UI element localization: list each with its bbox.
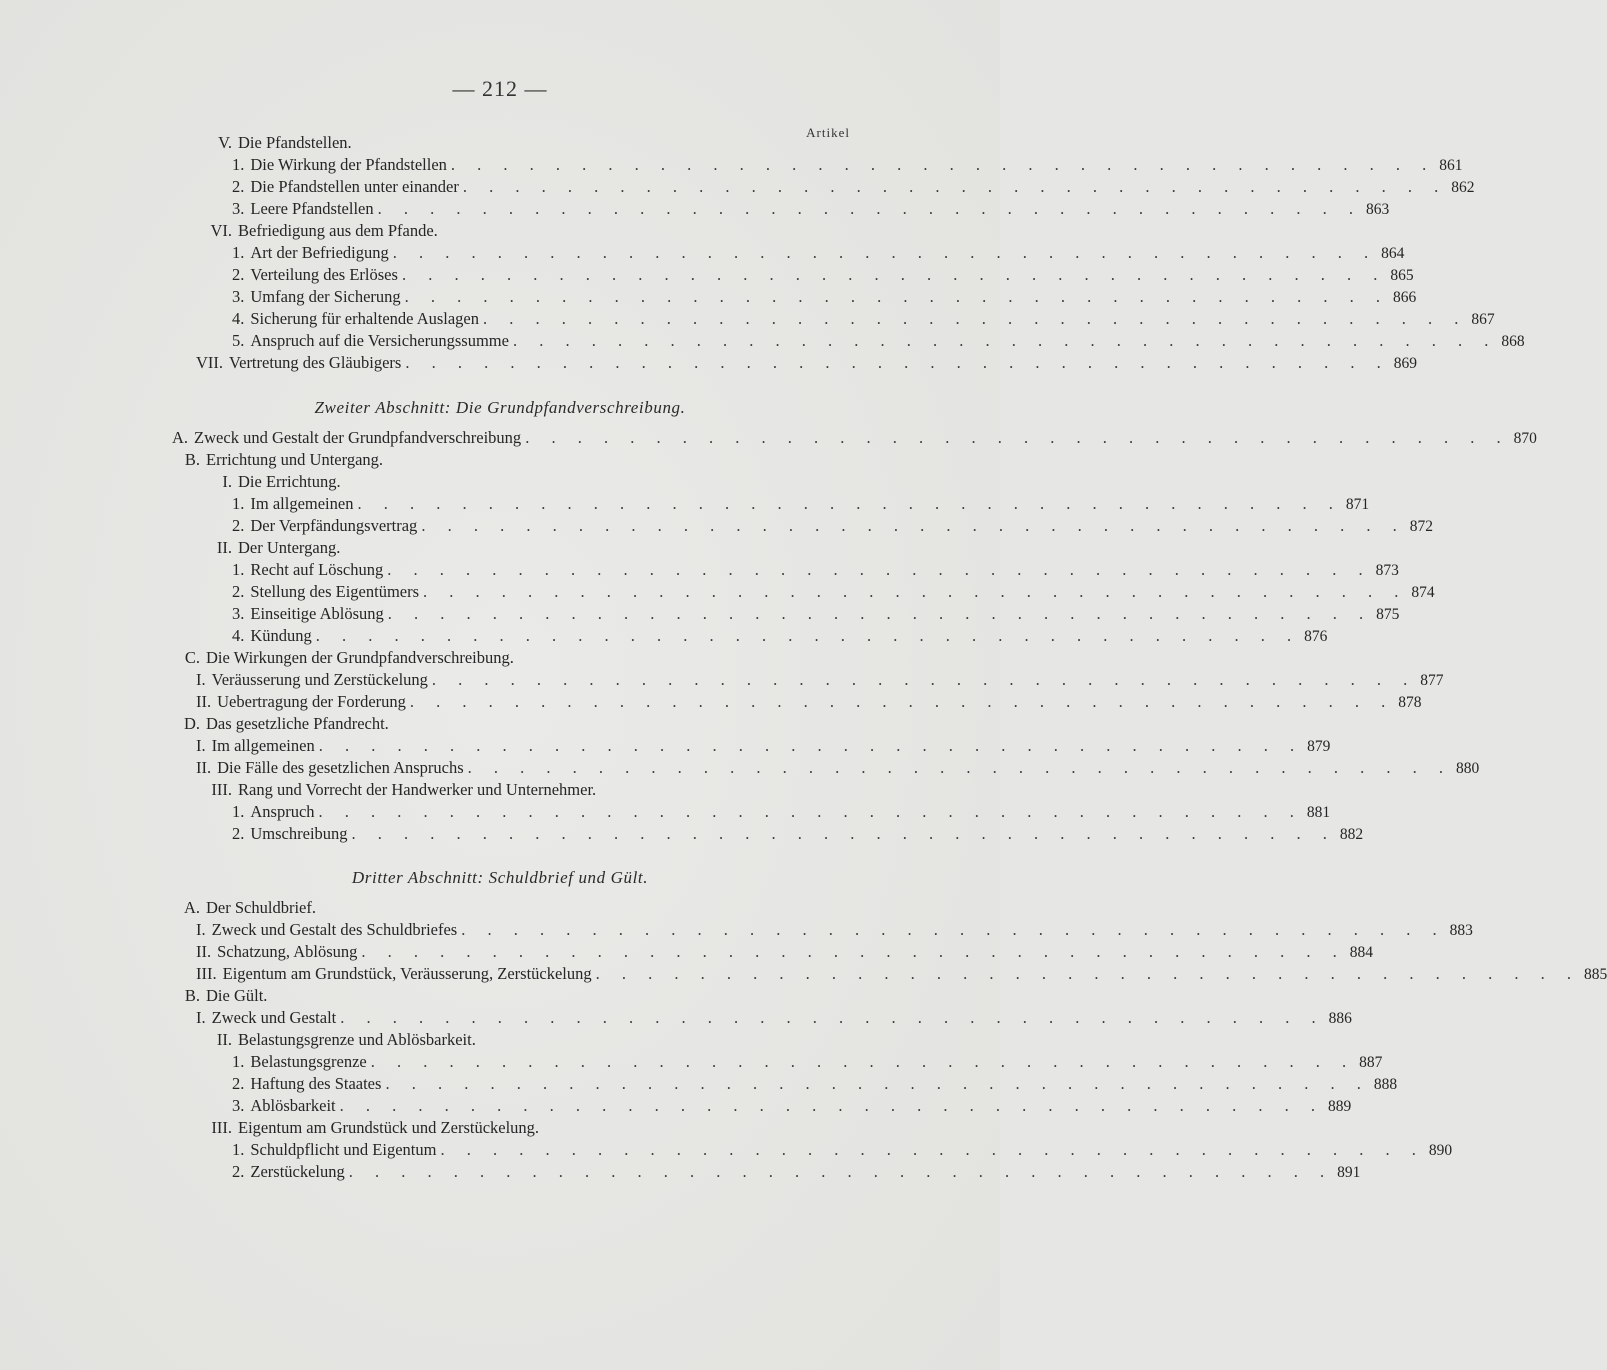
entry-number: B.	[184, 986, 200, 1005]
toc-entry	[196, 920, 1473, 942]
leader-dots: . . . . . . . . . . . . . . . . . . . . . . . . . . . . . . . . . . . . . .	[483, 309, 1468, 328]
entry-number: I.	[196, 736, 206, 755]
entry-title: Kündung	[250, 626, 312, 645]
entry-title: Leere Pfandstellen	[250, 199, 374, 218]
article-number: 881	[1306, 804, 1331, 821]
leader-dots: . . . . . . . . . . . . . . . . . . . . . . . . . . . . . . . . . . . . . .	[351, 824, 1336, 843]
article-number: 861	[1439, 157, 1463, 174]
entry-title: Im allgemeinen	[250, 494, 354, 513]
entry-title: Belastungsgrenze und Ablösbarkeit.	[238, 1030, 476, 1049]
entry-number: II.	[196, 692, 212, 711]
entry-title: Stellung des Eigentümers	[250, 582, 420, 601]
entry-title: Umfang der Sicherung	[250, 287, 401, 306]
toc-entry	[196, 758, 1480, 780]
toc-entry	[232, 582, 1435, 604]
leader-dots: . . . . . . . . . . . . . . . . . . . . . . . . . . . . . . . . . . . . . .	[357, 494, 1342, 513]
entry-title: Die Errichtung.	[238, 472, 341, 491]
article-number: 878	[1398, 694, 1422, 711]
entry-title: Die Wirkungen der Grundpfandverschreibung.	[206, 648, 514, 667]
entry-number: 1.	[232, 155, 245, 174]
article-number: 886	[1328, 1010, 1352, 1027]
entry-number: I.	[222, 472, 232, 491]
entry-title: Der Verpfändungsvertrag	[250, 516, 418, 535]
article-number: 870	[1513, 430, 1537, 447]
column-header-artikel: Artikel	[806, 125, 850, 140]
article-number: 869	[1393, 355, 1417, 372]
toc-entry	[196, 942, 1373, 964]
leader-dots: . . . . . . . . . . . . . . . . . . . . . . . . . . . . . . . . . . . . . .	[525, 428, 1510, 447]
toc-entry	[232, 1096, 1352, 1118]
entry-number: II.	[196, 942, 212, 961]
entry-number: 1.	[232, 1052, 245, 1071]
entry-title: Befriedigung aus dem Pfande.	[238, 221, 438, 240]
toc-entry	[196, 1118, 840, 1140]
toc-entry	[232, 516, 1433, 538]
leader-dots: . . . . . . . . . . . . . . . . . . . . . . . . . . . . . . . . . . . . . .	[462, 177, 1448, 196]
entry-number: III.	[211, 1118, 232, 1137]
entry-number: C.	[184, 648, 200, 667]
leader-dots: . . . . . . . . . . . . . . . . . . . . . . . . . . . . . . . . . . . . . .	[461, 920, 1446, 939]
article-number: 887	[1359, 1054, 1383, 1071]
toc-entry	[172, 428, 1537, 450]
toc-entry	[232, 331, 1525, 353]
leader-dots: . . . . . . . . . . . . . . . . . . . . . . . . . . . . . . . . . . . . . .	[348, 1162, 1334, 1181]
entry-number: D.	[183, 714, 200, 733]
article-number: 880	[1456, 760, 1480, 777]
entry-number: 1.	[232, 494, 245, 513]
entry-title: Zweck und Gestalt des Schuldbriefes	[211, 920, 458, 939]
entry-title: Die Gült.	[206, 986, 268, 1005]
leader-dots: . . . . . . . . . . . . . . . . . . . . . . . . . . . . . . . . . . . . . .	[440, 1140, 1425, 1159]
entry-number: 2.	[232, 177, 245, 196]
toc-entry	[232, 626, 1328, 648]
entry-number: I.	[196, 920, 206, 939]
entry-title: Recht auf Löschung	[250, 560, 384, 579]
article-number: 868	[1501, 333, 1525, 350]
leader-dots: . . . . . . . . . . . . . . . . . . . . . . . . . . . . . . . . . . . . . .	[315, 626, 1301, 645]
toc-entry	[196, 780, 840, 802]
leader-dots: . . . . . . . . . . . . . . . . . . . . . . . . . . . . . . . . . . . . . .	[392, 243, 1378, 262]
entry-number: III.	[196, 964, 217, 983]
entry-title: Haftung des Staates	[250, 1074, 382, 1093]
article-number: 884	[1349, 944, 1373, 961]
toc-entry	[232, 287, 1417, 309]
entry-title: Die Wirkung der Pfandstellen	[250, 155, 447, 174]
entry-number: 2.	[232, 1162, 245, 1181]
article-number: 872	[1409, 518, 1433, 535]
entry-number: A.	[172, 428, 189, 447]
article-number: 862	[1451, 179, 1475, 196]
leader-dots: . . . . . . . . . . . . . . . . . . . . . . . . . . . . . . . . . . . . . .	[512, 331, 1498, 350]
entry-title: Zerstückelung	[250, 1162, 345, 1181]
toc-entry	[232, 243, 1405, 265]
toc-entry	[196, 353, 1417, 375]
article-number: 877	[1420, 672, 1444, 689]
article-number: 863	[1365, 201, 1390, 218]
toc-entry	[232, 802, 1331, 824]
article-number: 876	[1304, 628, 1328, 645]
entry-number: 2.	[232, 1074, 245, 1093]
article-number: 891	[1337, 1164, 1361, 1181]
entry-title: Art der Befriedigung	[250, 243, 389, 262]
leader-dots: . . . . . . . . . . . . . . . . . . . . . . . . . . . . . . . . . . . . . .	[595, 964, 1581, 983]
entry-number: II.	[216, 1030, 232, 1049]
entry-title: Die Pfandstellen.	[238, 133, 352, 152]
toc-entry	[232, 560, 1399, 582]
entry-title: Die Fälle des gesetzlichen Anspruchs	[217, 758, 464, 777]
leader-dots: . . . . . . . . . . . . . . . . . . . . . . . . . . . . . . . . . . . . . .	[387, 560, 1372, 579]
article-number: 871	[1345, 496, 1370, 513]
toc-entry	[196, 692, 1422, 714]
entry-title: Der Schuldbrief.	[206, 898, 316, 917]
article-number: 875	[1376, 606, 1400, 623]
article-number: 865	[1390, 267, 1414, 284]
entry-number: 5.	[232, 331, 245, 350]
entry-number: II.	[216, 538, 232, 557]
section-title-second: Zweiter Abschnitt: Die Grundpfandverschreibung.	[314, 398, 686, 417]
entry-title: Rang und Vorrecht der Handwerker und Unternehmer.	[238, 780, 597, 799]
leader-dots: . . . . . . . . . . . . . . . . . . . . . . . . . . . . . . . . . . . . . .	[377, 199, 1362, 218]
toc-entry	[172, 898, 840, 920]
toc-entry	[232, 309, 1495, 331]
entry-title: Im allgemeinen	[211, 736, 315, 755]
toc-entry	[172, 986, 840, 1008]
leader-dots: . . . . . . . . . . . . . . . . . . . . . . . . . . . . . . . . . . . . . .	[387, 604, 1373, 623]
toc-entry	[196, 472, 840, 494]
entry-title: Anspruch	[250, 802, 315, 821]
article-number: 866	[1393, 289, 1417, 306]
entry-number: 2.	[232, 824, 245, 843]
leader-dots: . . . . . . . . . . . . . . . . . . . . . . . . . . . . . . . . . . . . . .	[404, 287, 1390, 306]
entry-title: Zweck und Gestalt	[211, 1008, 337, 1027]
toc-entry	[232, 494, 1370, 516]
leader-dots: . . . . . . . . . . . . . . . . . . . . . . . . . . . . . . . . . . . . . .	[467, 758, 1453, 777]
page-number: — 212 —	[452, 76, 548, 101]
article-number: 867	[1471, 311, 1495, 328]
toc-entry	[232, 177, 1475, 199]
entry-title: Umschreibung	[250, 824, 348, 843]
toc-entry	[196, 1008, 1352, 1030]
toc-entry	[232, 199, 1390, 221]
leader-dots: . . . . . . . . . . . . . . . . . . . . . . . . . . . . . . . . . . . . . .	[340, 1008, 1325, 1027]
entry-number: A.	[183, 898, 200, 917]
toc-entry	[232, 1162, 1361, 1184]
article-number: 888	[1373, 1076, 1398, 1093]
toc-entry	[172, 450, 840, 472]
entry-title: Zweck und Gestalt der Grundpfandverschreibung	[194, 428, 522, 447]
article-number: 864	[1381, 245, 1405, 262]
leader-dots: . . . . . . . . . . . . . . . . . . . . . . . . . . . . . . . . . . . . . .	[423, 582, 1408, 601]
leader-dots: . . . . . . . . . . . . . . . . . . . . . . . . . . . . . . . . . . . . . .	[450, 155, 1436, 174]
entry-title: Anspruch auf die Versicherungssumme	[250, 331, 509, 350]
article-number: 889	[1327, 1098, 1352, 1115]
toc-entry	[232, 265, 1414, 287]
article-number: 879	[1307, 738, 1331, 755]
entry-number: B.	[184, 450, 200, 469]
leader-dots: . . . . . . . . . . . . . . . . . . . . . . . . . . . . . . . . . . . . . .	[318, 736, 1304, 755]
entry-title: Belastungsgrenze	[250, 1052, 367, 1071]
toc-entry	[232, 1074, 1398, 1096]
entry-title: Ablösbarkeit	[250, 1096, 336, 1115]
leader-dots: . . . . . . . . . . . . . . . . . . . . . . . . . . . . . . . . . . . . . .	[421, 516, 1406, 535]
entry-number: 2.	[232, 265, 245, 284]
entry-number: 2.	[232, 582, 245, 601]
article-number: 885	[1584, 966, 1607, 983]
toc-entry	[196, 538, 840, 560]
entry-title: Eigentum am Grundstück, Veräusserung, Zerstückelung	[222, 964, 592, 983]
entry-title: Schatzung, Ablösung	[217, 942, 358, 961]
entry-number: 2.	[232, 516, 245, 535]
entry-number: V.	[218, 133, 232, 152]
article-number: 873	[1375, 562, 1399, 579]
entry-number: 3.	[232, 604, 245, 623]
entry-number: 3.	[232, 1096, 245, 1115]
section-title-third: Dritter Abschnitt: Schuldbrief und Gült.	[351, 868, 649, 887]
entry-number: 1.	[232, 560, 245, 579]
article-number: 890	[1428, 1142, 1453, 1159]
toc-entry	[232, 824, 1364, 846]
entry-number: 1.	[232, 1140, 245, 1159]
toc-entry	[232, 604, 1400, 626]
leader-dots: . . . . . . . . . . . . . . . . . . . . . . . . . . . . . . . . . . . . . .	[405, 353, 1390, 372]
entry-number: VI.	[210, 221, 232, 240]
entry-number: II.	[196, 758, 212, 777]
leader-dots: . . . . . . . . . . . . . . . . . . . . . . . . . . . . . . . . . . . . . .	[431, 670, 1417, 689]
leader-dots: . . . . . . . . . . . . . . . . . . . . . . . . . . . . . . . . . . . . . .	[339, 1096, 1324, 1115]
entry-number: I.	[196, 670, 206, 689]
toc-entry	[232, 1140, 1453, 1162]
leader-dots: . . . . . . . . . . . . . . . . . . . . . . . . . . . . . . . . . . . . . .	[409, 692, 1395, 711]
entry-number: 3.	[232, 287, 245, 306]
toc-entry	[196, 736, 1331, 758]
entry-title: Eigentum am Grundstück und Zerstückelung.	[238, 1118, 540, 1137]
toc-entry	[232, 155, 1463, 177]
entry-number: 4.	[232, 309, 245, 328]
article-number: 883	[1449, 922, 1473, 939]
leader-dots: . . . . . . . . . . . . . . . . . . . . . . . . . . . . . . . . . . . . . .	[370, 1052, 1356, 1071]
toc-entry	[196, 1030, 840, 1052]
entry-title: Die Pfandstellen unter einander	[250, 177, 459, 196]
leader-dots: . . . . . . . . . . . . . . . . . . . . . . . . . . . . . . . . . . . . . .	[318, 802, 1303, 821]
entry-title: Das gesetzliche Pfandrecht.	[206, 714, 389, 733]
entry-title: Schuldpflicht und Eigentum	[250, 1140, 437, 1159]
leader-dots: . . . . . . . . . . . . . . . . . . . . . . . . . . . . . . . . . . . . . .	[385, 1074, 1370, 1093]
entry-title: Veräusserung und Zerstückelung	[211, 670, 428, 689]
toc-entry	[196, 221, 840, 243]
entry-title: Errichtung und Untergang.	[206, 450, 384, 469]
entry-title: Vertretung des Gläubigers	[229, 353, 402, 372]
entry-number: I.	[196, 1008, 206, 1027]
toc-entry	[172, 648, 840, 670]
toc-entry	[196, 670, 1444, 692]
entry-title: Einseitige Ablösung	[250, 604, 384, 623]
entry-number: 1.	[232, 802, 245, 821]
leader-dots: . . . . . . . . . . . . . . . . . . . . . . . . . . . . . . . . . . . . . .	[361, 942, 1346, 961]
article-number: 874	[1411, 584, 1435, 601]
entry-number: VII.	[196, 353, 224, 372]
entry-number: 3.	[232, 199, 245, 218]
entry-number: 1.	[232, 243, 245, 262]
article-number: 882	[1339, 826, 1364, 843]
toc-entry	[172, 714, 840, 736]
toc-entry	[196, 964, 1607, 986]
entry-title: Uebertragung der Forderung	[217, 692, 406, 711]
leader-dots: . . . . . . . . . . . . . . . . . . . . . . . . . . . . . . . . . . . . . .	[401, 265, 1387, 284]
entry-title: Sicherung für erhaltende Auslagen	[250, 309, 480, 328]
entry-title: Der Untergang.	[238, 538, 341, 557]
toc-entry	[196, 133, 840, 155]
toc-entry	[232, 1052, 1383, 1074]
entry-number: 4.	[232, 626, 245, 645]
entry-title: Verteilung des Erlöses	[250, 265, 398, 284]
entry-number: III.	[211, 780, 232, 799]
